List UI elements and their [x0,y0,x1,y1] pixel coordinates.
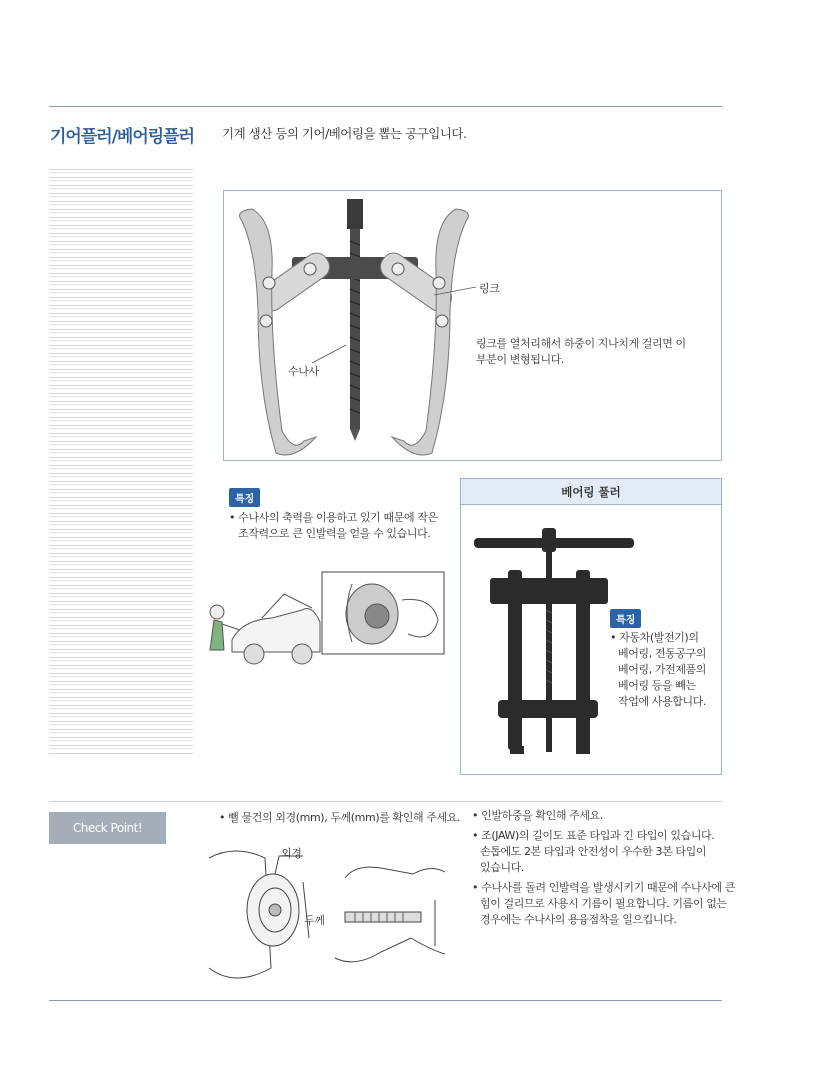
bearing-feature-line: 베어링 등을 빼는 [618,679,696,692]
bearing-feature-list [610,630,707,710]
screw-label: 수나사 [288,365,319,378]
gear-puller-diagram [223,190,722,461]
bottom-rule [49,1000,722,1001]
bearing-feature-line: 작업에 사용합니다. [618,695,707,708]
page-title: 기어플러/베어링플러 [50,127,195,147]
check-point-line: • 수나사를 돌려 인발력을 발생시키기 때문에 수나사에 큰 [472,881,735,894]
bearing-feature-badge: 특징 [610,609,641,628]
gear-puller-illustration [224,191,484,459]
check-point-line: 경우에는 수나사의 용융점착을 일으킵니다. [480,913,677,926]
link-note-1: 링크를 열처리해서 하중이 지나치게 걸리면 이 [476,337,686,350]
check-point-line: • 인발하중을 확인해 주세요. [472,809,603,822]
feature-badge: 특징 [229,488,260,507]
bearing-feature-line: 베어링, 전동공구의 [618,647,707,660]
check-point-line: 있습니다. [480,861,525,874]
check-point-button[interactable]: Check Point! [49,812,166,844]
page-subtitle: 기계 생산 등의 기어/베어링을 뽑는 공구입니다. [222,126,467,141]
feature-line-1: • 수나사의 축력을 이용하고 있기 때문에 작은 [229,511,438,524]
top-rule [49,106,722,107]
check-rule [49,801,722,802]
measure-illustration [205,838,467,998]
bearing-feature-line: • 자동차(발전기)의 [610,631,699,644]
link-label: 링크 [479,282,500,295]
measure-note: • 뺄 물건의 외경(mm), 두께(mm)를 확인해 주세요. [219,811,461,824]
bearing-panel-header: 베어링 풀러 [460,478,722,505]
check-point-line: • 조(JAW)의 길이도 표준 타입과 긴 타입이 있습니다. [472,829,715,842]
bearing-feature-line: 베어링, 가전제품의 [618,663,707,676]
check-point-line: 손톱에도 2본 타입과 안전성이 우수한 3본 타입이 [480,845,707,858]
check-point-line: 힘이 걸리므로 사용시 기름이 필요합니다. 기름이 없는 [480,897,727,910]
outer-diameter-label: 외경 [281,847,302,860]
sidebar-stripes [49,165,193,755]
car-mechanic-illustration [202,570,447,670]
check-point-list [472,808,735,928]
feature-line-2: 조작력으로 큰 인발력을 얻을 수 있습니다. [238,527,431,540]
link-note-2: 부분이 변형됩니다. [476,353,565,366]
thickness-label: 두께 [304,914,325,927]
